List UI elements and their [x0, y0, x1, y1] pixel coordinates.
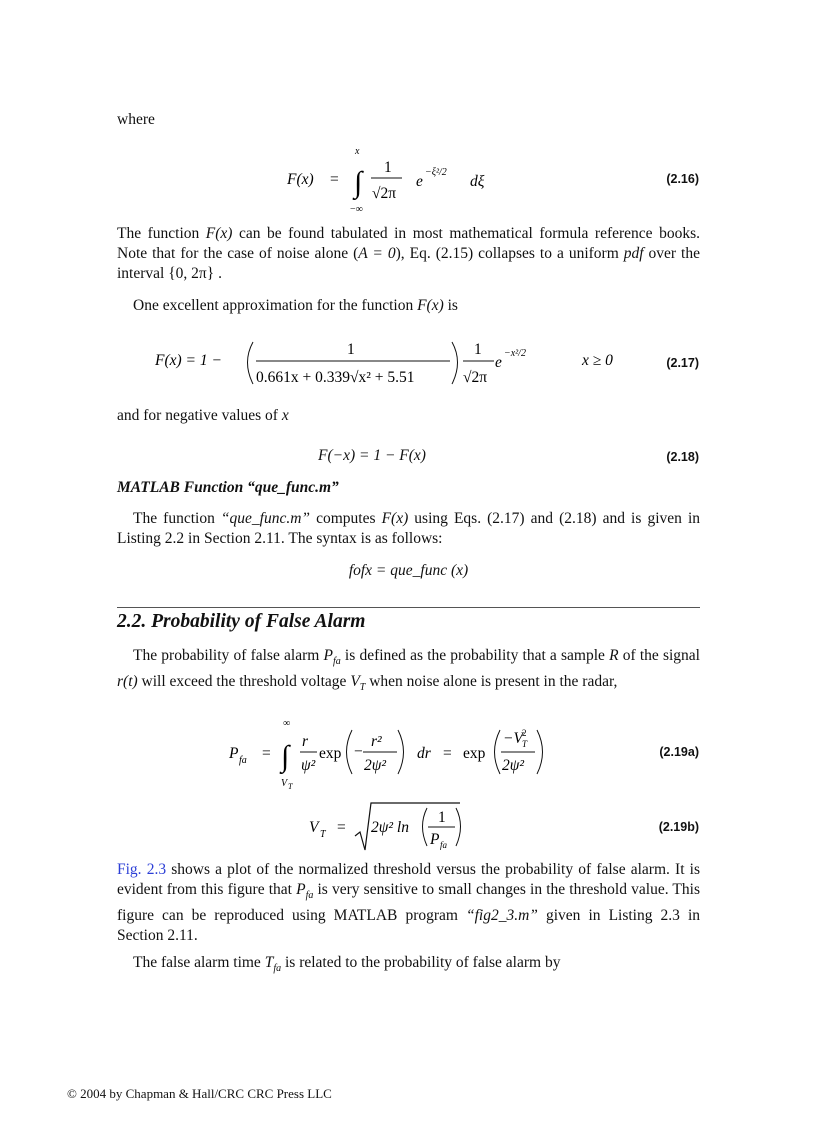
integral-icon-2: ∫ — [281, 740, 290, 773]
eq219a-rhs-numerator-sup: 2 — [522, 728, 527, 738]
section-divider — [117, 607, 700, 608]
left-paren-icon-3 — [495, 730, 501, 774]
eq219a-differential: dr — [417, 745, 431, 762]
left-paren-icon-4 — [423, 808, 428, 846]
eq219a-equals: = — [262, 745, 271, 762]
paragraph-matlab: The function “que_func.m” computes F(x) using Eqs. (2.17) and (2.18) and is given in Listing 2.2 in Section 2.11. The syntax is as follows: — [117, 510, 701, 547]
syntax-line: fofx = que_func (x) — [348, 562, 469, 579]
left-paren-icon-2 — [347, 730, 353, 774]
integral-icon: ∫ — [354, 166, 363, 199]
right-paren-icon-2 — [398, 730, 404, 774]
eq219b-denominator: P — [430, 831, 440, 848]
eq219a-inner-numerator: r² — [371, 733, 382, 750]
section-heading: 2.2. Probability of False Alarm — [117, 611, 366, 632]
left-paren-icon — [248, 342, 254, 384]
eq216-lhs: F(x) — [287, 171, 314, 188]
eq216-e: e — [416, 173, 423, 190]
eq219b-denominator-sub: fa — [440, 840, 448, 850]
eq-number-2-17: (2.17) — [666, 356, 699, 370]
paragraph-false-alarm-time: The false alarm time $T_{fa}$ is related to the probability of false alarm by — [133, 954, 561, 974]
eq-number-2-16: (2.16) — [666, 172, 699, 186]
eq216-equals: = — [330, 171, 339, 188]
eq219a-rhs-numerator-sub: T — [522, 739, 528, 749]
eq217-denominator: 0.661x + 0.339√x² + 5.51 — [256, 369, 415, 386]
eq216-denominator: √2π — [372, 185, 397, 202]
eq217-numerator: 1 — [347, 341, 355, 358]
eq-number-2-18: (2.18) — [666, 450, 699, 464]
right-paren-icon-4 — [456, 808, 461, 846]
eq219a-exp: exp — [319, 745, 342, 762]
paragraph-pfa-definition: The probability of false alarm $P_{fa}$ is defined as the probability that a sample R of the signal r(t) will exceed the threshold voltage $V_T$ when noise alone is present in the radar, — [117, 647, 700, 693]
eq219a-upper-limit: ∞ — [283, 718, 291, 729]
eq219a-lhs-sub: fa — [239, 755, 247, 766]
eq219a-equals-2: = — [443, 745, 452, 762]
eq219a-denominator: ψ² — [301, 757, 316, 774]
matlab-function-heading: MATLAB Function “que_func.m” — [117, 479, 339, 496]
eq217-denominator-2: √2π — [463, 369, 488, 386]
eq217-condition: x ≥ 0 — [582, 352, 613, 369]
eq219a-lhs: P — [229, 745, 239, 762]
right-paren-icon-3 — [537, 730, 543, 774]
eq219b-body: 2ψ² ln — [371, 819, 409, 836]
paragraph-where: where — [117, 111, 155, 128]
eq216-exponent: −ξ²/2 — [425, 167, 447, 178]
figure-link[interactable]: Fig. 2.3 — [117, 861, 167, 878]
eq219a-rhs-denominator: 2ψ² — [502, 757, 525, 774]
eq219b-lhs-sub: T — [320, 829, 326, 840]
eq217-lhs: F(x) = 1 − — [155, 352, 222, 369]
paragraph-approximation: One excellent approximation for the function F(x) is — [133, 297, 458, 314]
equation-2-17 — [150, 336, 630, 396]
equation-2-19b — [305, 800, 475, 862]
eq219a-lower-limit-sub: T — [288, 782, 293, 791]
eq219b-equals: = — [337, 819, 346, 836]
paragraph-figure-reference: Fig. 2.3 shows a plot of the normalized threshold versus the probability of false alarm. It is evident from this figure that $P_{fa}$ is very sensitive to small changes in the threshold value. This figure can be reproduced using MATLAB program “fig2_3.m” given in Listing 2.3 in Section 2.11. — [117, 861, 701, 944]
eq219b-numerator: 1 — [438, 809, 446, 826]
eq216-numerator: 1 — [384, 159, 392, 176]
eq216-upper-limit: x — [355, 146, 360, 157]
paragraph-function-tabulated: The function F(x) can be found tabulated in most mathematical formula reference books. Note that for the case of noise alone (A = 0), Eq. (2.15) collapses to a uniform pdf over the interval {0, 2π} . — [117, 225, 700, 282]
eq-number-2-19a: (2.19a) — [659, 745, 699, 759]
eq219a-exp-2: exp — [463, 745, 486, 762]
eq-number-2-19b: (2.19b) — [658, 820, 699, 834]
equation-2-19a — [225, 712, 565, 794]
eq217-e: e — [495, 354, 502, 371]
eq219a-lower-limit: V — [281, 778, 288, 789]
equation-2-18: F(−x) = 1 − F(x) — [318, 447, 426, 464]
paragraph-negative-values: and for negative values of x — [117, 407, 289, 424]
eq219a-minus: − — [354, 743, 363, 760]
equation-2-16 — [280, 142, 520, 217]
eq219a-inner-denominator: 2ψ² — [364, 757, 387, 774]
eq217-numerator-2: 1 — [474, 341, 482, 358]
eq219b-lhs: V — [309, 819, 319, 836]
eq219a-numerator: r — [302, 733, 309, 750]
eq216-differential: dξ — [470, 173, 485, 190]
eq219a-rhs-numerator: −V — [503, 730, 523, 747]
copyright-footer: © 2004 by Chapman & Hall/CRC CRC Press LLC — [67, 1086, 332, 1101]
eq216-lower-limit: −∞ — [350, 204, 363, 215]
right-paren-icon — [452, 342, 458, 384]
eq217-exponent: −x²/2 — [504, 348, 526, 359]
